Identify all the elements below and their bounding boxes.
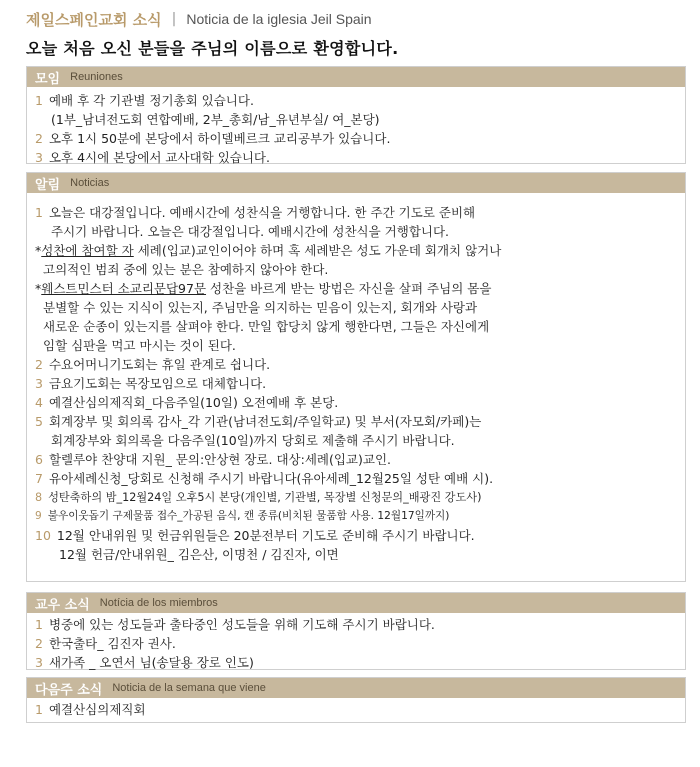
note-asterisk: * <box>35 281 42 296</box>
list-item <box>35 700 677 719</box>
note-continuation: 새로운 순종이 있는지를 살펴야 한다. 만일 합당치 않게 행한다면, 그들은 자신에게 <box>43 319 490 334</box>
note-continuation: 고의적인 범죄 중에 있는 분은 참예하지 않아야 한다. <box>43 262 329 277</box>
notices-section <box>26 172 686 582</box>
item-text: 오후 1시 50분에 본당에서 하이델베르크 교리공부가 있습니다. <box>48 131 391 146</box>
list-item <box>35 393 677 412</box>
header-separator: | <box>171 11 177 27</box>
item-text: 12월 안내위원 및 헌금위원들은 20분전부터 기도로 준비해 주시기 바랍니다. <box>56 528 475 543</box>
welcome-message: 오늘 처음 오신 분들을 주님의 이름으로 환영합니다. <box>26 39 399 58</box>
members-section <box>26 592 686 670</box>
notices-subtitle: Noticias <box>70 177 110 189</box>
item-number: 4 <box>35 395 43 410</box>
note-text: 성찬을 바르게 받는 방법은 자신을 살펴 주님의 몸을 <box>206 281 492 296</box>
list-item <box>35 129 677 148</box>
item-number: 3 <box>35 376 43 391</box>
notices-list <box>27 193 685 570</box>
meetings-subtitle: Reuniones <box>70 71 123 83</box>
item-number: 7 <box>35 471 43 486</box>
item-text: 병중에 있는 성도들과 출타중인 성도들을 위해 기도해 주시기 바랍니다. <box>48 617 435 632</box>
item-text: 오후 4시에 본당에서 교사대학 있습니다. <box>48 150 270 165</box>
note-asterisk: * <box>35 243 42 258</box>
list-item <box>35 355 677 374</box>
item-text: 한국출타_ 김진자 권사. <box>48 636 176 651</box>
item-number: 3 <box>35 150 43 165</box>
item-text: 회계장부 및 회의록 감사_각 기관(남녀전도회/주일학교) 및 부서(자모회/카페)는 <box>48 414 482 429</box>
header-title-spanish: Noticia de la iglesia Jeil Spain <box>186 11 372 27</box>
item-text: 새가족 _ 오연서 님(송달용 장로 인도) <box>48 655 254 670</box>
list-item <box>35 615 677 634</box>
item-text: 예배 후 각 기관별 정기총회 있습니다. <box>48 93 254 108</box>
item-number: 1 <box>35 702 43 717</box>
meetings-list <box>27 87 685 173</box>
list-item <box>35 412 677 431</box>
list-item <box>35 469 677 488</box>
item-text: 할렐루야 찬양대 지원_ 문의:안상현 장로. 대상:세례(입교)교인. <box>48 452 391 467</box>
list-item <box>35 653 677 672</box>
note-text: 세례(입교)교인이어야 하며 혹 세례받은 성도 가운데 회개치 않거나 <box>133 243 502 258</box>
item-text: 오늘은 대강절입니다. 예배시간에 성찬식을 거행합니다. 한 주간 기도로 준비해 <box>48 205 476 220</box>
next-week-subtitle: Noticia de la semana que viene <box>112 682 266 694</box>
list-item-continuation: 회계장부와 회의록을 다음주일(10일)까지 당회로 제출해 주시기 바랍니다. <box>51 433 455 448</box>
header-title-korean: 제일스페인교회 소식 <box>26 10 162 29</box>
note-continuation: 임할 심판을 먹고 마시는 것이 된다. <box>43 338 236 353</box>
list-item <box>35 91 677 110</box>
item-number: 2 <box>35 636 43 651</box>
list-item-continuation: 12월 헌금/안내위원_ 김은산, 이명천 / 김진자, 이면 <box>59 547 339 562</box>
note-underlined-heading: 웨스트민스터 소교리문답97문 <box>41 281 207 296</box>
item-text: 수요어머니기도회는 휴일 관계로 쉽니다. <box>48 357 271 372</box>
page-header <box>26 8 686 30</box>
notices-title: 알림 <box>35 177 61 193</box>
item-number: 10 <box>35 528 51 543</box>
next-week-title: 다음주 소식 <box>35 682 103 698</box>
next-week-section <box>26 677 686 723</box>
notices-header <box>27 173 685 193</box>
item-number: 1 <box>35 617 43 632</box>
list-item <box>35 374 677 393</box>
list-item <box>35 634 677 653</box>
note-underlined-heading: 성찬에 참여할 자 <box>41 243 134 258</box>
list-item <box>35 526 677 545</box>
members-header <box>27 593 685 613</box>
item-number: 6 <box>35 452 43 467</box>
members-subtitle: Notícia de los miembros <box>99 597 218 609</box>
item-number: 2 <box>35 357 43 372</box>
item-text: 예결산심의제직회 <box>48 702 146 717</box>
list-item-continuation: (1부_남녀전도회 연합예배, 2부_총회/남_유년부실/ 여_본당) <box>51 112 380 127</box>
meetings-section <box>26 66 686 164</box>
item-number: 1 <box>35 93 43 108</box>
list-item <box>35 148 677 167</box>
list-item <box>35 450 677 469</box>
note-continuation: 분별할 수 있는 지식이 있는지, 주님만을 의지하는 믿음이 있는지, 회개와 사랑과 <box>43 300 478 315</box>
list-item <box>35 507 677 526</box>
members-list <box>27 613 685 678</box>
item-text: 예결산심의제직회_다음주일(10일) 오전예배 후 본당. <box>48 395 339 410</box>
next-week-list <box>27 698 685 725</box>
next-week-header <box>27 678 685 698</box>
item-number: 8 <box>35 491 43 504</box>
meetings-header <box>27 67 685 87</box>
item-number: 3 <box>35 655 43 670</box>
item-number: 9 <box>35 510 42 522</box>
catechism-note <box>35 279 677 298</box>
communion-note <box>35 241 677 260</box>
item-text: 금요기도회는 목장모임으로 대체합니다. <box>48 376 267 391</box>
meetings-title: 모임 <box>35 71 61 87</box>
item-number: 1 <box>35 205 43 220</box>
item-number: 5 <box>35 414 43 429</box>
list-item-continuation: 주시기 바랍니다. 오늘은 대강절입니다. 예배시간에 성찬식을 거행합니다. <box>51 224 450 239</box>
item-text: 유아세례신청_당회로 신청해 주시기 바랍니다(유아세례_12월25일 성탄 예배 시). <box>48 471 494 486</box>
item-text: 성탄축하의 밤_12월24일 오후5시 본당(개인별, 기관별, 목장별 신청문의_배광진 강도사) <box>48 491 482 504</box>
list-item <box>35 203 677 222</box>
list-item <box>35 488 677 507</box>
item-number: 2 <box>35 131 43 146</box>
item-text: 불우이웃돕기 구제물품 접수_가공된 음식, 캔 종류(비치된 물품함 사용. 12월17일까지) <box>47 510 450 522</box>
members-title: 교우 소식 <box>35 597 90 613</box>
